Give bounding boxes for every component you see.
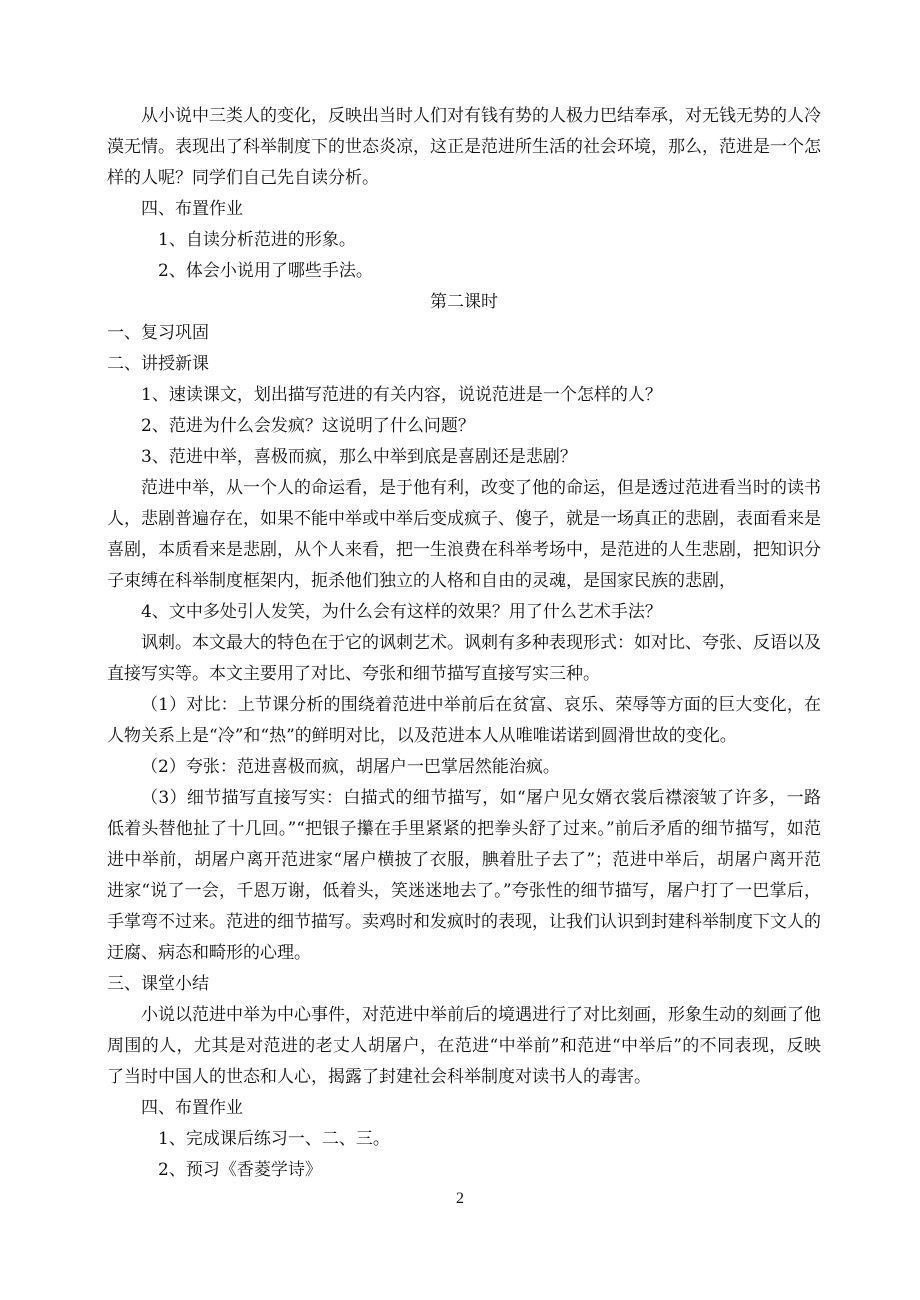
detail-paragraph: （3）细节描写直接写实：白描式的细节描写，如“屠户见女婿衣裳后襟滚皱了许多，一路低着头替他扯了十几回。”“把银子攥在手里紧紧的把拳头舒了过来。”前后矛盾的细节描写，如范进中举前，胡屠户离开范进家“屠户横披了衣服，腆着肚子去了”；范进中举后，胡屠户离开范进家“说了一会，千恩万谢，低着头，笑迷迷地去了。”夸张性的细节描写，屠户打了一巴掌后，手掌弯不过来。范进的细节描写。卖鸡时和发疯时的表现，让我们认识到封建科举制度下文人的迂腐、病态和畸形的心理。	[107, 788, 821, 963]
question-item: 2、范进为什么会发疯？这说明了什么问题？	[141, 416, 475, 436]
satire-paragraph: 讽刺。本文最大的特色在于它的讽刺艺术。讽刺有多种表现形式：如对比、夸张、反语以及直接写实等。本文主要用了对比、夸张和细节描写直接写实三种。	[107, 633, 821, 684]
lesson-title: 第二课时	[430, 292, 498, 312]
question-item: 1、速读课文，划出描写范进的有关内容，说说范进是一个怎样的人？	[141, 385, 662, 405]
contrast-paragraph: （1）对比：上节课分析的围绕着范进中举前后在贫富、哀乐、荣辱等方面的巨大变化，在人物关系上是“冷”和“热”的鲜明对比，以及范进本人从唯唯诺诺到圆滑世故的变化。	[107, 695, 821, 746]
section-heading-review: 一、复习巩固	[107, 323, 209, 343]
homework-item: 1、自读分析范进的形象。	[158, 230, 356, 250]
section-heading-new-lesson: 二、讲授新课	[107, 354, 209, 374]
homework-heading-2: 四、布置作业	[141, 1098, 243, 1118]
question-item: 3、范进中举，喜极而疯，那么中举到底是喜剧还是悲剧？	[141, 447, 577, 467]
summary-paragraph: 从小说中三类人的变化，反映出当时人们对有钱有势的人极力巴结奉承，对无钱无势的人冷漠无情。表现出了科举制度下的世态炎凉，这正是范进所生活的社会环境，那么，范进是一个怎样的人呢？同学们自己先自读分析。	[107, 106, 821, 188]
tragedy-paragraph: 范进中举，从一个人的命运看，是于他有利，改变了他的命运，但是透过范进看当时的读书人，悲剧普遍存在，如果不能中举或中举后变成疯子、傻子，就是一场真正的悲剧，表面看来是喜剧，本质看来是悲剧，从个人来看，把一生浪费在科举考场中，是范进的人生悲剧，把知识分子束缚在科举制度框架内，扼杀他们独立的人格和自由的灵魂，是国家民族的悲剧，	[107, 478, 821, 591]
homework-item: 2、体会小说用了哪些手法。	[158, 261, 373, 281]
homework-heading-1: 四、布置作业	[141, 199, 243, 219]
conclusion-paragraph: 小说以范进中举为中心事件，对范进中举前后的境遇进行了对比刻画，形象生动的刻画了他周围的人，尤其是对范进的老丈人胡屠户，在范进“中举前”和范进“中举后”的不同表现，反映了当时中国人的世态和人心，揭露了封建社会科举制度对读书人的毒害。	[107, 1005, 821, 1087]
section-heading-summary: 三、课堂小结	[107, 974, 209, 994]
question-item: 4、文中多处引人发笑，为什么会有这样的效果？用了什么艺术手法？	[141, 602, 662, 622]
page-number: 2	[456, 1190, 464, 1207]
homework-item: 2、预习《香菱学诗》	[158, 1160, 322, 1180]
exaggeration-paragraph: （2）夸张：范进喜极而疯，胡屠户一巴掌居然能治疯。	[141, 757, 560, 777]
homework-item: 1、完成课后练习一、二、三。	[158, 1129, 390, 1149]
document-body	[107, 101, 821, 1186]
